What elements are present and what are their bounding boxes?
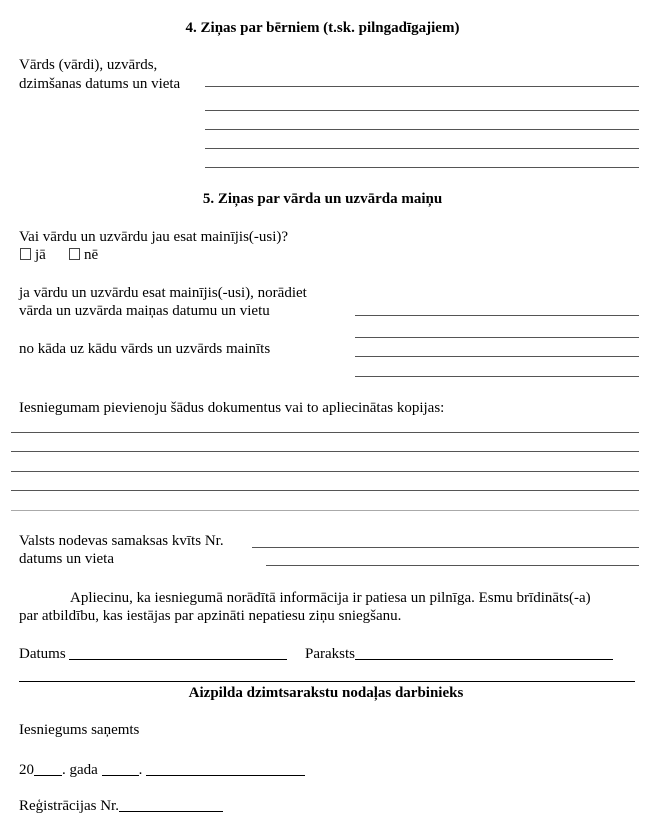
option-no-label: nē (84, 247, 99, 263)
name-change-field-line[interactable] (355, 376, 639, 377)
children-field-line[interactable] (205, 167, 639, 168)
date-field[interactable] (19, 645, 287, 663)
option-yes[interactable] (20, 246, 46, 264)
day-line[interactable] (102, 761, 139, 776)
if-changed-label-line1: ja vārdu un uzvārdu esat mainījis(-usi), norādiet (19, 285, 307, 301)
signature-line[interactable] (355, 645, 613, 660)
certification-line1: Apliecinu, ka iesniegumā norādītā informācija ir patiesa un pilnīga. Esmu brīdināts(-a) (70, 590, 591, 606)
from-to-label: no kāda uz kādu vārds un uzvārds mainīts (19, 341, 271, 357)
received-date-field[interactable]: 20 . gada . (19, 761, 305, 779)
year-prefix: 20 (19, 762, 34, 778)
children-field-line[interactable] (205, 129, 639, 130)
attachments-field-line[interactable] (11, 510, 639, 511)
year-suffix: . gada (62, 762, 98, 778)
section-divider (19, 681, 635, 682)
registration-line[interactable] (119, 797, 223, 812)
name-change-field-line[interactable] (355, 337, 639, 338)
attachments-label: Iesniegumam pievienoju šādus dokumentus vai to apliecinātas kopijas: (19, 400, 445, 416)
option-yes-label: jā (35, 247, 46, 263)
year-line[interactable] (34, 761, 62, 776)
name-change-field-line[interactable] (355, 315, 639, 316)
fee-label-line1: Valsts nodevas samaksas kvīts Nr. (19, 533, 224, 549)
office-heading: Aizpilda dzimtsarakstu nodaļas darbinieks (188, 685, 464, 701)
checkbox-no[interactable] (69, 248, 80, 260)
children-field-line[interactable] (205, 86, 639, 87)
signature-label: Paraksts (305, 646, 355, 662)
month-line[interactable] (146, 761, 305, 776)
if-changed-label-line2: vārda un uzvārda maiņas datumu un vietu (19, 303, 270, 319)
section-4-heading: 4. Ziņas par bērniem (t.sk. pilngadīgajiem) (185, 20, 460, 36)
section-5-heading: 5. Ziņas par vārda un uzvārda maiņu (202, 191, 443, 207)
signature-field[interactable] (305, 645, 613, 663)
received-label: Iesniegums saņemts (19, 722, 140, 738)
option-no[interactable] (69, 246, 98, 264)
registration-field[interactable] (19, 797, 223, 815)
registration-label: Reģistrācijas Nr. (19, 798, 119, 814)
certification-line2: par atbildību, kas iestājas par apzināti nepatiesu ziņu sniegšanu. (19, 608, 402, 624)
attachments-field-line[interactable] (11, 471, 639, 472)
attachments-field-line[interactable] (11, 451, 639, 452)
name-change-field-line[interactable] (355, 356, 639, 357)
children-label-line1: Vārds (vārdi), uzvārds, (19, 57, 158, 73)
fee-label-line2: datums un vieta (19, 551, 114, 567)
date-line[interactable] (69, 645, 287, 660)
children-field-line[interactable] (205, 148, 639, 149)
attachments-field-line[interactable] (11, 432, 639, 433)
date-label: Datums (19, 646, 66, 662)
fee-number-line[interactable] (252, 547, 639, 548)
name-change-question: Vai vārdu un uzvārdu jau esat mainījis(-usi)? (19, 229, 289, 245)
fee-date-place-line[interactable] (266, 565, 639, 566)
children-label-line2: dzimšanas datums un vieta (19, 76, 181, 92)
attachments-field-line[interactable] (11, 490, 639, 491)
children-field-line[interactable] (205, 110, 639, 111)
checkbox-yes[interactable] (20, 248, 31, 260)
